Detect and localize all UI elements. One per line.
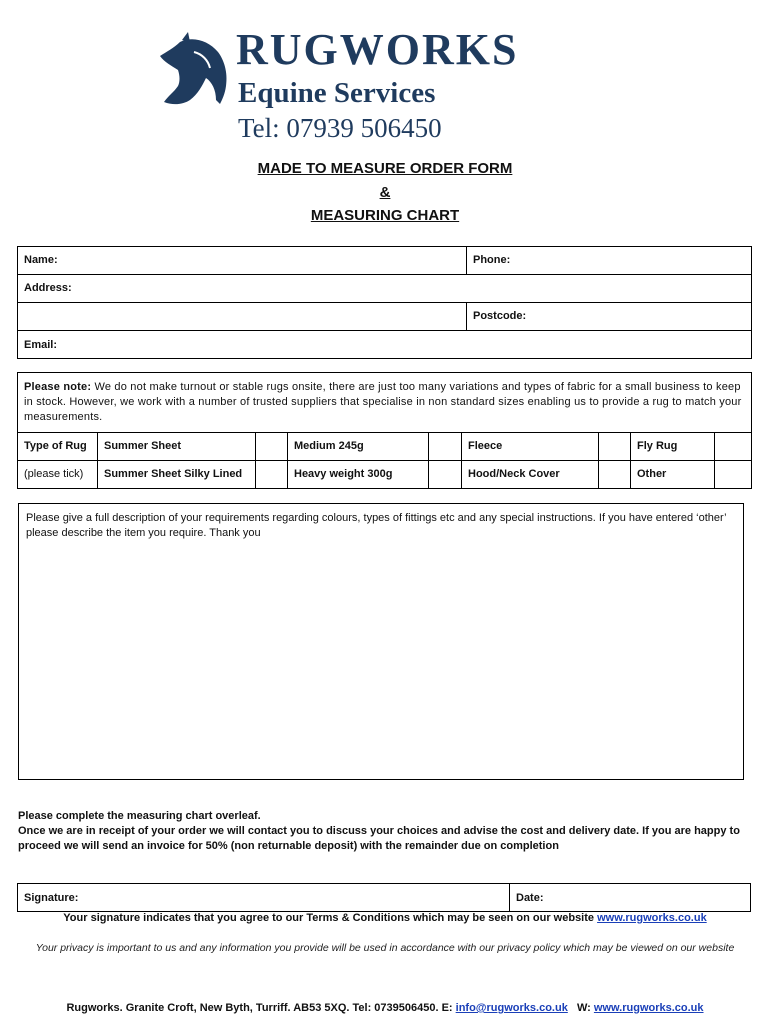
description-textarea[interactable] — [18, 503, 744, 780]
please-tick-label: (please tick) — [24, 468, 84, 480]
privacy-notice: Your privacy is important to us and any information you provide will be used in accordance with our privacy policy which may be viewed on our website — [35, 942, 735, 954]
address-line-2-field[interactable] — [18, 302, 464, 330]
footer-website-link[interactable]: www.rugworks.co.uk — [593, 1002, 704, 1014]
option-medium-245g: Medium 245g — [294, 440, 364, 452]
tick-heavy-weight-300g[interactable] — [429, 460, 461, 488]
please-note-label: Please note: — [24, 381, 92, 393]
address-label: Address: — [24, 282, 72, 294]
terms-note — [0, 912, 770, 924]
tick-other[interactable] — [715, 460, 751, 488]
tick-hood-neck-cover[interactable] — [599, 460, 630, 488]
option-other: Other — [637, 468, 667, 480]
option-summer-sheet-silky-lined: Summer Sheet Silky Lined — [104, 468, 243, 480]
signature-field[interactable] — [18, 884, 508, 911]
rug-type-label: Type of Rug — [24, 440, 87, 452]
please-note-text: We do not make turnout or stable rugs onsite, there are just too many variations and types of fabric for a small business to keep in stock. However, we work with a number of trusted suppliers that specialise in non standard sizes enabling us to provide a rug to match your measurements. — [24, 381, 742, 423]
brand-telephone: Tel: 07939 506450 — [238, 113, 442, 143]
name-field[interactable] — [18, 246, 458, 274]
date-field[interactable] — [510, 884, 750, 911]
phone-label: Phone: — [473, 254, 511, 266]
footer-web-label: W: — [567, 1002, 594, 1014]
phone-field[interactable] — [467, 246, 747, 274]
completion-instructions — [18, 809, 758, 854]
footer-email-link[interactable]: info@rugworks.co.uk — [455, 1002, 568, 1014]
description-instructions: Please give a full description of your requirements regarding colours, types of fittings etc and any special instructions. If you have entered ‘other’ please describe the item you require. Thank you — [26, 512, 727, 539]
option-hood-neck-cover: Hood/Neck Cover — [468, 468, 560, 480]
tick-summer-sheet[interactable] — [256, 432, 287, 460]
option-fleece: Fleece — [468, 440, 503, 452]
postcode-field[interactable] — [467, 302, 747, 330]
email-label: Email: — [24, 338, 58, 351]
address-field[interactable] — [18, 274, 748, 302]
name-label: Name: — [24, 254, 58, 266]
complete-chart-line: Please complete the measuring chart overleaf. — [18, 810, 261, 822]
footer-address: Rugworks. Granite Croft, New Byth, Turriff. AB53 5XQ. Tel: 0739506450. E: — [66, 1002, 456, 1014]
option-heavy-weight-300g: Heavy weight 300g — [294, 468, 393, 480]
horse-head-logo-icon — [150, 30, 240, 120]
email-field[interactable] — [18, 330, 748, 359]
brand-subtitle: Equine Services — [238, 77, 436, 109]
terms-note-text: Your signature indicates that you agree to our Terms & Conditions which may be seen on our website — [63, 912, 598, 924]
option-fly-rug: Fly Rug — [637, 440, 678, 452]
tick-summer-sheet-silky-lined[interactable] — [256, 460, 287, 488]
date-label: Date: — [516, 891, 544, 904]
order-process-text: Once we are in receipt of your order we will contact you to discuss your choices and advise the cost and delivery date. If you are happy to proceed we will send an invoice for 50% (non returnable deposit) with the remainder due on completion — [18, 825, 740, 852]
form-title: MADE TO MEASURE ORDER FORM — [257, 160, 513, 177]
option-summer-sheet: Summer Sheet — [104, 440, 182, 452]
signature-label: Signature: — [24, 891, 79, 904]
terms-website-link[interactable]: www.rugworks.co.uk — [597, 912, 707, 924]
form-title-chart: MEASURING CHART — [310, 207, 460, 224]
footer — [0, 1002, 770, 1014]
brand-name: RUGWORKS — [236, 25, 519, 74]
please-note — [24, 380, 744, 425]
postcode-label: Postcode: — [473, 310, 527, 322]
form-title-ampersand: & — [379, 184, 391, 201]
tick-fly-rug[interactable] — [715, 432, 751, 460]
tick-medium-245g[interactable] — [429, 432, 461, 460]
tick-fleece[interactable] — [599, 432, 630, 460]
